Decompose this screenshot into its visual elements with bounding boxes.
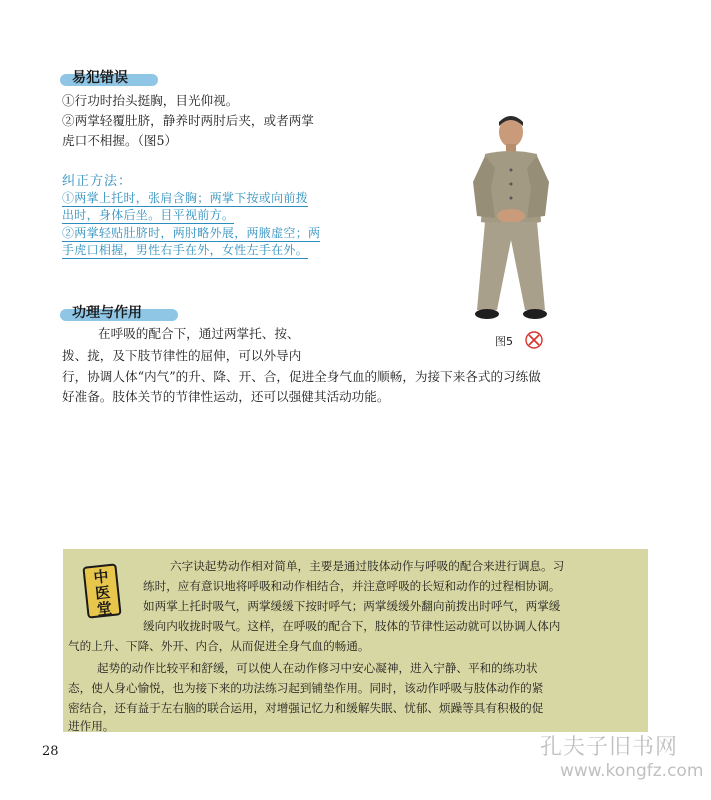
tcm-line: 如两掌上托时吸气，两掌缓缓下按时呼气；两掌缓缓外翻向前拨出时呼气，两掌缓: [143, 599, 561, 613]
correction-line: ①两掌上托时，张肩含胸；两掌下按或向前拨: [62, 191, 309, 205]
figure-caption: 图5: [495, 335, 513, 348]
tcm-line: 气的上升、下降、外开、内合，从而促进全身气血的畅通。: [68, 639, 370, 653]
function-line: 在呼吸的配合下，通过两掌托、按、: [98, 326, 300, 341]
mistake-line: 虎口不相握。（图5）: [62, 133, 178, 148]
tcm-line: 态，使人身心愉悦，也为接下来的功法练习起到铺垫作用。同时，该动作呼吸与肢体动作的紧: [68, 681, 544, 695]
function-line: 行，协调人体“内气”的升、降、开、合，促进全身气血的顺畅，为接下来各式的习练做: [62, 369, 541, 384]
watermark-url: www.kongfz.com: [560, 761, 704, 781]
mistake-line: ①行功时抬头挺胸，目光仰视。: [62, 93, 239, 108]
tcm-line: 六字诀起势动作相对简单，主要是通过肢体动作与呼吸的配合来进行调息。习: [170, 559, 565, 573]
tcm-line: 密结合，还有益于左右脑的联合运用，对增强记忆力和缓解失眠、忧郁、烦躁等具有积极的促: [68, 701, 544, 715]
tcm-line: 缓向内收拢时吸气。这样，在呼吸的配合下，肢体的节律性运动就可以协调人体内: [143, 619, 561, 633]
tcm-line: 起势的动作比较平和舒缓，可以使人在动作修习中安心凝神，进入宁静、平和的练功状: [97, 661, 538, 675]
section-heading-mistakes: 易犯错误: [72, 70, 128, 86]
correction-line: ②两掌轻贴肚脐时，两肘略外展，两腋虚空；两: [62, 226, 321, 240]
correction-line: 手虎口相握，男性右手在外，女性左手在外。: [62, 243, 309, 257]
function-line: 好准备。肢体关节的节律性运动，还可以强健其活动功能。: [62, 389, 390, 404]
correction-line: 出时，身体后坐。目平视前方。: [62, 208, 235, 222]
page-number: 28: [42, 744, 59, 759]
tcm-line: 练时，应有意识地将呼吸和动作相结合，并注意呼吸的长短和动作的过程相协调。: [143, 579, 561, 593]
wrong-x-icon: [525, 331, 543, 349]
watermark-text: 孔夫子旧书网: [540, 735, 679, 760]
function-line: 拨、拢，及下肢节律性的屈伸，可以外导内: [62, 348, 302, 363]
correction-title: 纠正方法：: [62, 174, 133, 189]
tcm-badge-label: 中医堂: [92, 567, 113, 619]
mistake-line: ②两掌轻覆肚脐，静养时两肘后夹，或者两掌: [62, 113, 314, 128]
tcm-line: 进作用。: [68, 719, 115, 733]
tcm-badge: [82, 563, 121, 618]
section-heading-function: 功理与作用: [72, 305, 142, 321]
figure-5-illustration: [455, 112, 567, 328]
